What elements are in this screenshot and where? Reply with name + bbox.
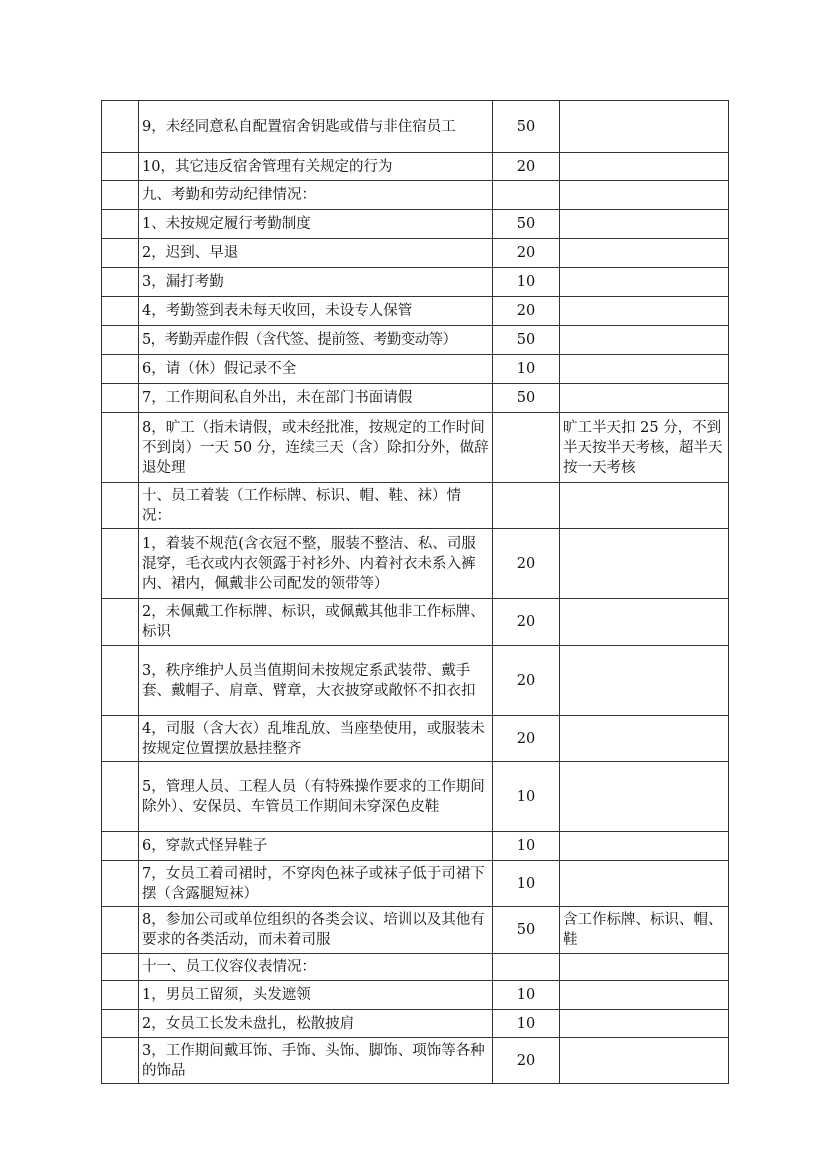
item-cell: 1，着装不规范(含衣冠不整，服装不整洁、私、司服混穿，毛衣或内衣领露于衬衫外、内着衬衣未系入裤内、裙内，佩戴非公司配发的领带等） bbox=[139, 529, 493, 599]
note-cell bbox=[560, 762, 729, 832]
note-cell bbox=[560, 210, 729, 239]
item-cell: 1、未按规定履行考勤制度 bbox=[139, 210, 493, 239]
item-cell: 2，未佩戴工作标牌、标识，或佩戴其他非工作标牌、标识 bbox=[139, 599, 493, 646]
index-cell bbox=[102, 239, 139, 268]
note-cell bbox=[560, 1038, 729, 1084]
item-cell: 9，未经同意私自配置宿舍钥匙或借与非住宿员工 bbox=[139, 101, 493, 153]
note-cell bbox=[560, 716, 729, 762]
table-row bbox=[102, 355, 729, 384]
table-row bbox=[102, 646, 729, 716]
index-cell bbox=[102, 646, 139, 716]
note-cell bbox=[560, 646, 729, 716]
item-cell: 3，秩序维护人员当值期间未按规定系武装带、戴手套、戴帽子、肩章、臂章，大衣披穿或敞怀不扣衣扣 bbox=[139, 646, 493, 716]
index-cell bbox=[102, 483, 139, 529]
score-cell: 50 bbox=[493, 101, 560, 153]
index-cell bbox=[102, 1010, 139, 1038]
item-cell: 4，司服（含大衣）乱堆乱放、当座垫使用，或服装未按规定位置摆放悬挂整齐 bbox=[139, 716, 493, 762]
item-cell: 7，女员工着司裙时，不穿肉色袜子或袜子低于司裙下摆（含露腿短袜） bbox=[139, 861, 493, 907]
table-row bbox=[102, 762, 729, 832]
score-cell: 20 bbox=[493, 599, 560, 646]
note-cell: 含工作标牌、标识、帽、鞋 bbox=[560, 907, 729, 954]
table-row bbox=[102, 861, 729, 907]
index-cell bbox=[102, 762, 139, 832]
note-cell bbox=[560, 384, 729, 413]
note-cell bbox=[560, 101, 729, 153]
item-cell: 2，迟到、早退 bbox=[139, 239, 493, 268]
score-cell: 10 bbox=[493, 1010, 560, 1038]
table-row bbox=[102, 599, 729, 646]
index-cell bbox=[102, 981, 139, 1010]
table-row bbox=[102, 832, 729, 861]
table-row bbox=[102, 716, 729, 762]
item-cell: 8，参加公司或单位组织的各类会议、培训以及其他有要求的各类活动，而未着司服 bbox=[139, 907, 493, 954]
index-cell bbox=[102, 153, 139, 181]
score-cell: 10 bbox=[493, 355, 560, 384]
note-cell bbox=[560, 268, 729, 297]
table-row bbox=[102, 210, 729, 239]
item-cell: 2，女员工长发未盘扎，松散披肩 bbox=[139, 1010, 493, 1038]
section-heading-row bbox=[102, 181, 729, 210]
note-cell bbox=[560, 599, 729, 646]
score-cell: 20 bbox=[493, 646, 560, 716]
note-cell bbox=[560, 153, 729, 181]
note-cell bbox=[560, 355, 729, 384]
score-cell bbox=[493, 483, 560, 529]
item-cell: 4，考勤签到表未每天收回，未设专人保管 bbox=[139, 297, 493, 326]
section-heading-row bbox=[102, 954, 729, 981]
table-row bbox=[102, 239, 729, 268]
note-cell bbox=[560, 981, 729, 1010]
table-row bbox=[102, 1010, 729, 1038]
item-cell: 6，穿款式怪异鞋子 bbox=[139, 832, 493, 861]
score-cell: 50 bbox=[493, 907, 560, 954]
note-cell bbox=[560, 326, 729, 355]
score-cell: 20 bbox=[493, 153, 560, 181]
score-cell: 10 bbox=[493, 268, 560, 297]
note-cell bbox=[560, 297, 729, 326]
rules-table bbox=[101, 100, 729, 1084]
index-cell bbox=[102, 297, 139, 326]
score-cell bbox=[493, 413, 560, 483]
index-cell bbox=[102, 954, 139, 981]
item-cell: 8，旷工（指未请假，或未经批准，按规定的工作时间不到岗）一天 50 分，连续三天（含）除扣分外，做辞退处理 bbox=[139, 413, 493, 483]
score-cell: 10 bbox=[493, 832, 560, 861]
score-cell: 10 bbox=[493, 981, 560, 1010]
index-cell bbox=[102, 210, 139, 239]
section-heading-row bbox=[102, 483, 729, 529]
index-cell bbox=[102, 716, 139, 762]
table-row bbox=[102, 297, 729, 326]
score-cell: 50 bbox=[493, 326, 560, 355]
item-cell: 7，工作期间私自外出，未在部门书面请假 bbox=[139, 384, 493, 413]
item-cell: 1，男员工留须，头发遮领 bbox=[139, 981, 493, 1010]
score-cell: 10 bbox=[493, 861, 560, 907]
table-row bbox=[102, 907, 729, 954]
score-cell: 20 bbox=[493, 297, 560, 326]
note-cell bbox=[560, 1010, 729, 1038]
score-cell: 10 bbox=[493, 762, 560, 832]
table-row bbox=[102, 153, 729, 181]
note-cell bbox=[560, 832, 729, 861]
note-cell bbox=[560, 954, 729, 981]
index-cell bbox=[102, 326, 139, 355]
index-cell bbox=[102, 907, 139, 954]
note-cell bbox=[560, 483, 729, 529]
score-cell: 20 bbox=[493, 529, 560, 599]
index-cell bbox=[102, 599, 139, 646]
table-row bbox=[102, 529, 729, 599]
note-cell bbox=[560, 529, 729, 599]
score-cell: 20 bbox=[493, 1038, 560, 1084]
item-cell: 5，管理人员、工程人员（有特殊操作要求的工作期间除外）、安保员、车管员工作期间未穿深色皮鞋 bbox=[139, 762, 493, 832]
index-cell bbox=[102, 832, 139, 861]
item-cell: 10，其它违反宿舍管理有关规定的行为 bbox=[139, 153, 493, 181]
item-cell: 十一、员工仪容仪表情况： bbox=[139, 954, 493, 981]
index-cell bbox=[102, 268, 139, 297]
table-row bbox=[102, 981, 729, 1010]
table-row bbox=[102, 101, 729, 153]
note-cell: 旷工半天扣 25 分，不到半天按半天考核，超半天按一天考核 bbox=[560, 413, 729, 483]
table-row bbox=[102, 1038, 729, 1084]
table-row bbox=[102, 413, 729, 483]
index-cell bbox=[102, 355, 139, 384]
note-cell bbox=[560, 181, 729, 210]
table-row bbox=[102, 384, 729, 413]
item-cell: 十、员工着装（工作标牌、标识、帽、鞋、袜）情况： bbox=[139, 483, 493, 529]
index-cell bbox=[102, 413, 139, 483]
index-cell bbox=[102, 529, 139, 599]
score-cell bbox=[493, 954, 560, 981]
index-cell bbox=[102, 1038, 139, 1084]
item-cell: 九、考勤和劳动纪律情况： bbox=[139, 181, 493, 210]
table-row bbox=[102, 268, 729, 297]
item-cell: 6，请（休）假记录不全 bbox=[139, 355, 493, 384]
item-cell: 3，漏打考勤 bbox=[139, 268, 493, 297]
item-cell: 5，考勤弄虚作假（含代签、提前签、考勤变动等） bbox=[139, 326, 493, 355]
table-row bbox=[102, 326, 729, 355]
note-cell bbox=[560, 239, 729, 268]
item-cell: 3，工作期间戴耳饰、手饰、头饰、脚饰、项饰等各种的饰品 bbox=[139, 1038, 493, 1084]
index-cell bbox=[102, 384, 139, 413]
score-cell: 50 bbox=[493, 384, 560, 413]
index-cell bbox=[102, 861, 139, 907]
score-cell: 20 bbox=[493, 716, 560, 762]
score-cell: 20 bbox=[493, 239, 560, 268]
index-cell bbox=[102, 101, 139, 153]
score-cell: 50 bbox=[493, 210, 560, 239]
note-cell bbox=[560, 861, 729, 907]
index-cell bbox=[102, 181, 139, 210]
score-cell bbox=[493, 181, 560, 210]
